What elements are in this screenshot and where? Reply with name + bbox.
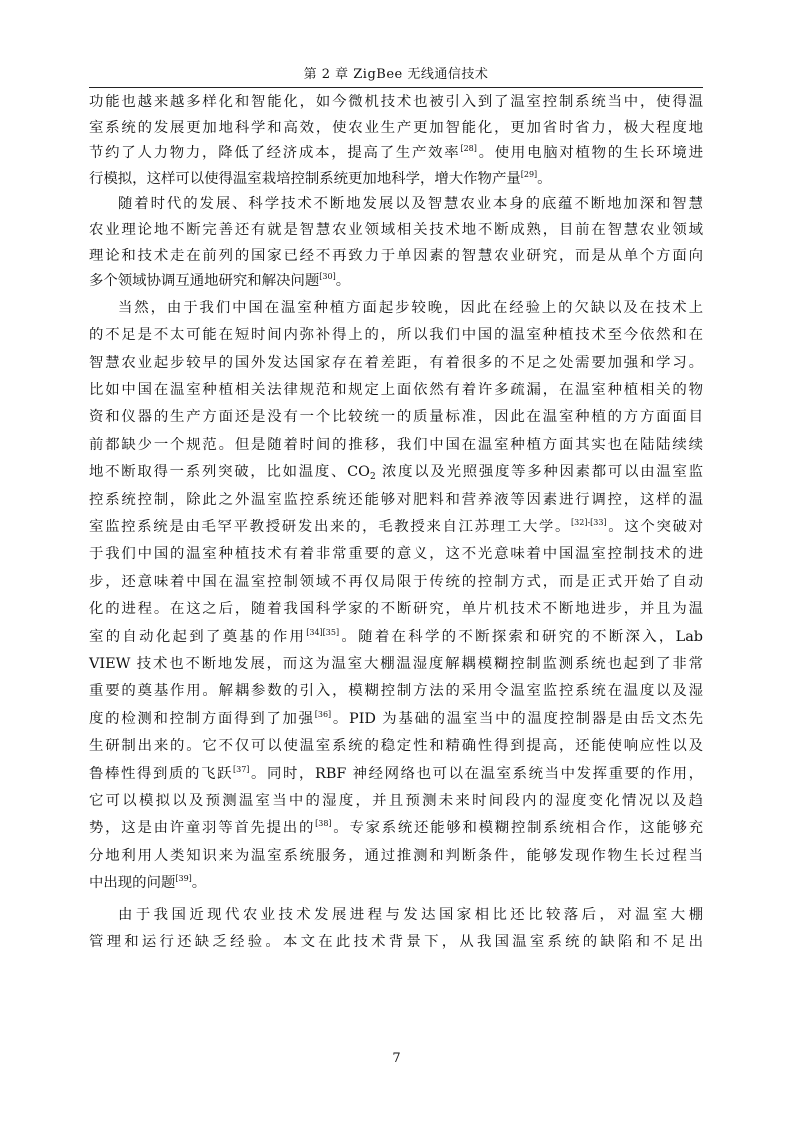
text-line <box>89 141 703 167</box>
text-line: 的不足是不太可能在短时间内弥补得上的，所以我们中国的温室种植技术至今依然和在 <box>89 327 703 344</box>
text-line <box>89 761 703 788</box>
text-run: 室监控系统是由毛罕平教授研发出来的，毛教授来自江苏理工大学。 <box>89 519 572 535</box>
paragraph-2 <box>89 192 703 294</box>
text-run: 鲁棒性得到质的飞跃 <box>89 765 233 782</box>
text-line: 管理和运行还缺乏经验。本文在此技术背景下，从我国温室系统的缺陷和不足出 <box>89 934 703 951</box>
citation-ref: [36] <box>314 709 332 719</box>
paragraph-3 <box>89 295 703 898</box>
citation-ref: [39] <box>175 874 192 884</box>
citation-ref: [28] <box>460 144 477 154</box>
text-run: 行模拟，这样可以使得温室栽培控制系统更加地科学，增大作物产量 <box>89 170 521 187</box>
text-line: VIEW 技术也不断地发展，而这为温室大棚温湿度解耦模糊控制监测系统也起到了非常 <box>89 656 703 673</box>
text-line <box>89 269 703 295</box>
running-header: 第 2 章 ZigBee 无线通信技术 <box>303 67 489 82</box>
text-line: 农业理论地不断完善还有就是智慧农业领域相关技术地不断成熟，目前在智慧农业领域 <box>89 221 703 238</box>
citation-ref: [38] <box>315 819 332 829</box>
text-line: 控系统控制，除此之外温室监控系统还能够对肥料和营养液等因素进行调控，这样的温 <box>89 491 703 508</box>
text-line: 步，还意味着中国在温室控制领域不再仅局限于传统的控制方式，而是正式开始了自动 <box>89 573 703 590</box>
text-line <box>89 624 703 651</box>
citation-ref: [29] <box>520 169 538 179</box>
citation-ref: [34][35] <box>306 627 340 637</box>
text-run: 节约了人力物力，降低了经济成本，提高了生产效率 <box>89 145 461 162</box>
text-line: 理论和技术走在前列的国家已经不再致力于单因素的智慧农业研究，而是从单个方面向 <box>89 247 703 264</box>
text-line: 重要的奠基作用。解耦参数的引入，模糊控制方法的采用令温室监控系统在温度以及湿 <box>89 683 703 700</box>
text-run: 浓度以及光照强度等多种因素都可以由温室监 <box>375 464 704 481</box>
text-line: 于我们中国的温室种植技术有着非常重要的意义，这不光意味着中国温室控制技术的进 <box>89 546 703 563</box>
text-run: 多个领域协调互通地研究和解决问题 <box>89 273 320 290</box>
paragraph-1 <box>89 90 703 192</box>
text-run: 地不断取得一系列突破，比如温度、CO <box>89 464 370 481</box>
text-line: 由于我国近现代农业技术发展进程与发达国家相比还比较落后，对温室大棚 <box>118 906 703 923</box>
text-run: 。使用电脑对植物的生长环境进 <box>476 145 703 162</box>
text-run: 。这个突破对 <box>606 519 703 535</box>
text-run: 。 <box>335 273 351 290</box>
text-line: 功能也越来越多样化和智能化，如今微机技术也被引入到了温室控制系统当中，使得温 <box>89 94 703 110</box>
subscript: 2 <box>369 472 376 483</box>
text-line: 生研制出来的。它不仅可以使温室系统的稳定性和精确性得到提高，还能使响应性以及 <box>89 738 703 755</box>
text-line: 随着时代的发展、科学技术不断地发展以及智慧农业本身的底蕴不断地加深和智慧 <box>118 196 703 213</box>
citation-ref: [37] <box>233 764 250 774</box>
text-line: 分地利用人类知识来为温室系统服务，通过推测和判断条件，能够发现作物生长过程当 <box>89 847 703 864</box>
text-line: 比如中国在温室种植相关法律规范和规定上面依然有着许多疏漏，在温室种植相关的物 <box>89 381 703 398</box>
text-run: 度的检测和控制方面得到了加强 <box>89 710 315 727</box>
text-line: 它可以模拟以及预测温室当中的湿度，并且预测未来时间段内的湿度变化情况以及趋 <box>89 793 703 810</box>
header-rule <box>89 87 703 88</box>
paragraph-4 <box>89 902 703 957</box>
text-line <box>89 514 703 541</box>
text-run: 。随着在科学的不断探索和研究的不断深入，Lab <box>339 628 703 645</box>
text-line <box>89 815 703 842</box>
text-line: 智慧农业起步较早的国外发达国家存在着差距，有着很多的不足之处需要加强和学习。 <box>89 354 703 371</box>
text-run: 。PID 为基础的温室当中的温度控制器是由岳文杰先 <box>331 710 703 727</box>
page-number: 7 <box>392 1051 401 1066</box>
text-run: 。专家系统还能够和模糊控制系统相合作，这能够充 <box>331 820 703 837</box>
text-line <box>89 870 703 897</box>
text-line: 前都缺少一个规范。但是随着时间的推移，我们中国在温室种植方面其实也在陆陆续续 <box>89 436 703 453</box>
text-run: 势，这是由许童羽等首先提出的 <box>89 820 316 837</box>
text-run: 。 <box>537 170 552 187</box>
body-text <box>89 90 703 957</box>
text-line: 当然，由于我们中国在温室种植方面起步较晚，因此在经验上的欠缺以及在技术上 <box>118 299 703 316</box>
citation-ref: [32]-[33] <box>571 518 607 527</box>
text-line: 室系统的发展更加地科学和高效，使农业生产更加智能化，更加省时省力，极大程度地 <box>89 119 703 136</box>
text-run: 。 <box>191 875 207 892</box>
text-run: 室的自动化起到了奠基的作用 <box>89 628 307 645</box>
text-line <box>89 167 703 193</box>
text-line: 化的进程。在这之后，随着我国科学家的不断研究，单片机技术不断地进步，并且为温 <box>89 601 703 618</box>
text-line <box>89 706 703 733</box>
citation-ref: [30] <box>319 272 336 282</box>
text-line <box>89 459 703 486</box>
text-run: 。同时，RBF 神经网络也可以在温室系统当中发挥重要的作用， <box>249 765 703 782</box>
text-run: 中出现的问题 <box>89 875 176 892</box>
text-line: 资和仪器的生产方面还是没有一个比较统一的质量标准，因此在温室种植的方方面面目 <box>89 409 703 426</box>
